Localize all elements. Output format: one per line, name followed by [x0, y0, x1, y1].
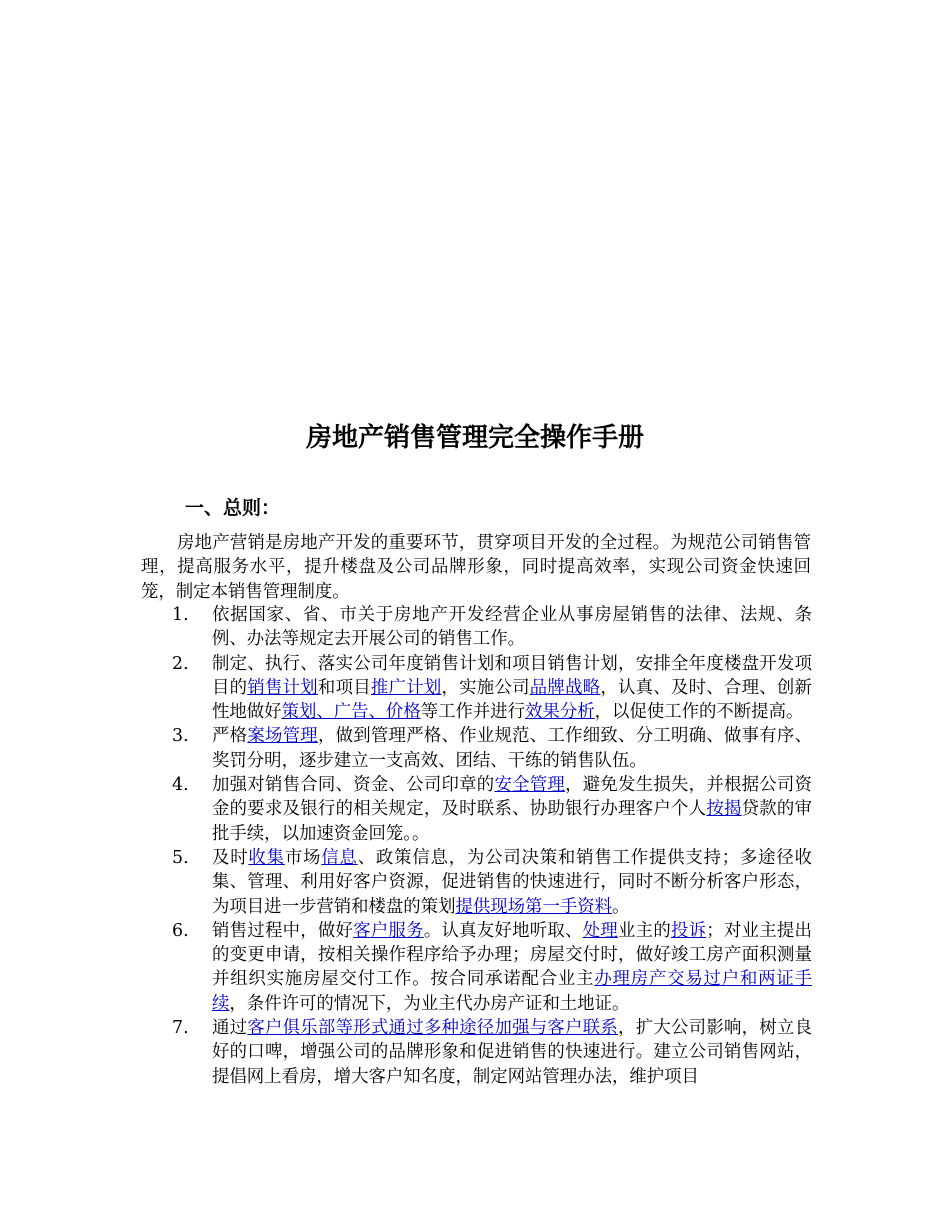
- intro-paragraph: 房地产营销是房地产开发的重要环节，贯穿项目开发的全过程。为规范公司销售管理，提高服务水平，提升楼盘及公司品牌形象，同时提高效率，实现公司资金快速回笼，制定本销售管理制度。: [141, 533, 811, 602]
- hyperlink[interactable]: 收集: [248, 847, 285, 868]
- hyperlink[interactable]: 推广计划: [370, 677, 442, 698]
- hyperlink[interactable]: 效果分析: [525, 702, 595, 723]
- list-item: [172, 603, 812, 652]
- list-item-text: ，认真、及时、合理、创新性地做好: [212, 677, 812, 723]
- list-item-text: 制定、执行、落实公司年度销售计划和项目销售计划，安排全年度楼盘开发项目的: [212, 653, 812, 698]
- list-item-text: 、政策信息，为公司决策和销售工作提供支持；多途径收集、管理、利用好客户资源，促进销售的快速进行，同时不断分析客户形态，为项目进一步营销和楼盘的策划: [212, 847, 812, 917]
- section-heading: 一、总则：: [185, 497, 281, 519]
- list-item-text: 及时: [212, 847, 249, 868]
- list-item-text: 。: [612, 896, 630, 917]
- hyperlink[interactable]: 处理: [582, 920, 619, 941]
- list-item-text: 加强对销售合同、资金、公司印章的: [212, 775, 495, 796]
- list-item-text: ，以促使工作的不断提高。: [594, 702, 804, 723]
- list-item-text: 和项目: [317, 677, 371, 698]
- list-item: [172, 724, 812, 773]
- hyperlink[interactable]: 客户服务: [353, 920, 424, 941]
- list-item-text: ，避免发生损失，并根据公司资金的要求及银行的相关规定，及时联系、协助银行办理客户个人: [212, 775, 812, 820]
- list-item-text: 贷款的审批手续，以加速资金回笼。。: [212, 799, 812, 844]
- numbered-list: [172, 603, 812, 1089]
- list-item: [172, 773, 812, 846]
- hyperlink[interactable]: 办理房产交易过户和两证手续: [212, 969, 812, 1014]
- list-item-text: ，扩大公司影响，树立良好的口啤，增强公司的品牌形象和促进销售的快速进行。建立公司销售网站，提倡网上看房，增大客户知名度，制定网站管理办法，维护项目: [212, 1018, 812, 1087]
- list-item-number: 2.: [172, 653, 189, 674]
- list-item-text: 。认真友好地听取、: [423, 920, 583, 941]
- list-item-number: 5.: [172, 847, 189, 868]
- list-item-text: ；对业主提出的变更申请，按相关操作程序给予办理；房屋交付时，做好竣工房产面积测量并组织实施房屋交付工作。按合同承诺配合业主: [212, 920, 812, 990]
- list-item-number: 3.: [172, 726, 189, 747]
- hyperlink[interactable]: 客户俱乐部等形式通过多种途径加强与客户联系: [247, 1018, 619, 1039]
- hyperlink[interactable]: 策划、广告、价格: [281, 702, 421, 723]
- list-item-text: 通过: [212, 1018, 248, 1039]
- list-item: [172, 846, 812, 919]
- list-item-text: 市场: [284, 847, 322, 868]
- list-item-text: 业主的: [618, 920, 671, 941]
- hyperlink[interactable]: 投诉: [670, 920, 707, 941]
- list-item: [172, 919, 812, 1016]
- list-item-text: 严格: [212, 726, 248, 747]
- list-item-text: 依据国家、省、市关于房地产开发经营企业从事房屋销售的法律、法规、条例、办法等规定去开展公司的销售工作。: [212, 605, 812, 650]
- list-item: [172, 1016, 812, 1089]
- list-item-text: 销售过程中，做好: [212, 920, 354, 941]
- list-item-text: ，实施公司: [441, 677, 530, 698]
- hyperlink[interactable]: 信息: [321, 847, 358, 868]
- list-item-text: 等工作并进行: [420, 702, 526, 723]
- list-item-text: ，做到管理严格、作业规范、工作细致、分工明确、做事有序、奖罚分明，逐步建立一支高效、团结、干练的销售队伍。: [212, 726, 812, 771]
- list-item-text: ，条件许可的情况下，为业主代办房产证和土地证。: [229, 993, 630, 1014]
- list-item: [172, 652, 812, 725]
- hyperlink[interactable]: 品牌战略: [529, 677, 601, 698]
- list-item-number: 1.: [172, 605, 189, 625]
- hyperlink[interactable]: 销售计划: [247, 677, 318, 698]
- hyperlink[interactable]: 按揭: [706, 799, 742, 820]
- list-item-number: 4.: [172, 775, 189, 796]
- hyperlink[interactable]: 安全管理: [494, 775, 566, 796]
- list-item-number: 6.: [172, 920, 189, 941]
- list-item-number: 7.: [172, 1018, 189, 1039]
- document-title: 房地产销售管理完全操作手册: [305, 423, 644, 453]
- hyperlink[interactable]: 提供现场第一手资料: [455, 896, 613, 917]
- hyperlink[interactable]: 案场管理: [247, 726, 318, 747]
